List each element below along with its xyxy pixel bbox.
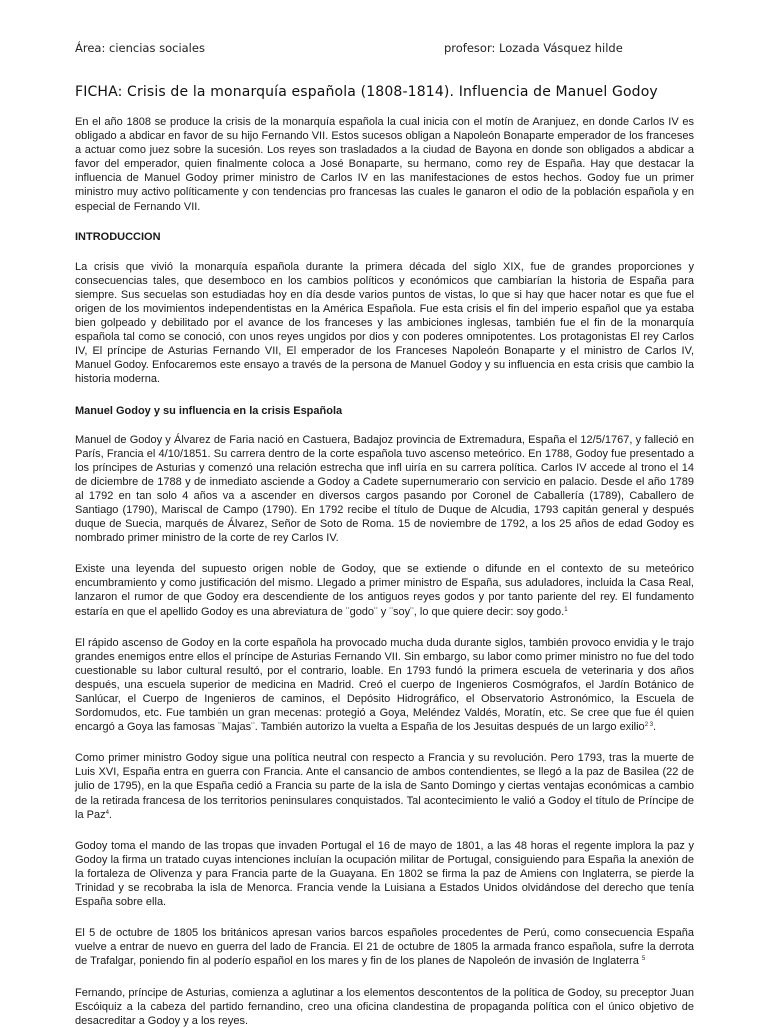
- document-title: FICHA: Crisis de la monarquía española (1808-1814). Influencia de Manuel Godoy: [75, 84, 658, 100]
- godoy-paragraph-3: El rápido ascenso de Godoy en la corte española ha provocado mucha duda durante siglos, también provoco envidia y le trajo grandes enemigos entre ellos el príncipe de Asturias Fernando VII. Sin embargo, su labor como primer ministro no fue del todo cuestionable su labor cultural resultó, por el contrario, loable. En 1793 fundó la primera escuela de veterinaria y dos años después, una escuela superior de medicina en Madrid. Creó el cuerpo de Ingenieros Cosmógrafos, el Jardín Botánico de Sanlúcar, el Cuerpo de Ingenieros de caminos, el Depósito Hidrográfico, el Observatorio Astronómico, la Escuela de Sordomudos, etc. Fue también un gran mecenas: protegió a Goya, Meléndez Valdés, Moratín, etc. Se cree que fue él quien encargó a Goya las famosas ¨Majas¨. También autorizo la vuelta a España de los Jesuitas después de un largo exilio$^{2 3}$.: [75, 636, 694, 734]
- footnote-ref-2-3: 2 3: [644, 722, 654, 729]
- godoy-section-heading: Manuel Godoy y su influencia en la crisis Española: [75, 404, 343, 417]
- godoy-paragraph-7: Fernando, príncipe de Asturias, comienza a aglutinar a los elementos descontentos de la política de Godoy, su preceptor Juan Escóiquiz a la cabeza del partido fernandino, creo una oficina clandestina de propaganda política con el único objetivo de desacreditar a Godoy y a los reyes.: [75, 986, 694, 1027]
- intro-paragraph: En el año 1808 se produce la crisis de la monarquía española la cual inicia con el motín de Aranjuez, en donde Carlos IV es obligado a abdicar en favor de su hijo Fernando VII. Estos sucesos obligan a Napoleón Bonaparte emperador de los franceses a actuar como juez sobre la sucesión. Los reyes son trasladados a la ciudad de Bayona en donde son obligados a abdicar a favor del emperador, quien finalmente coloca a José Bonaparte, su hermano, como rey de España. Hay que destacar la influencia de Manuel Godoy primer ministro de Carlos IV en las manifestaciones de estos hechos. Godoy fue un primer ministro muy activo políticamente y con tendencias pro francesas las cuales le ganaron el odio de la población española y en especial de Fernando VII.: [75, 116, 694, 213]
- godoy-paragraph-4-text: Como primer ministro Godoy sigue una política neutral con respecto a Francia y su revolución. Pero 1793, tras la muerte de Luis XVI, España entra en guerra con Francia. Ante el cansancio de ambos contendientes, se llegó a la paz de Basilea (22 de julio de 1795), en la que España cedió a Francia su parte de la isla de Santo Domingo y ciertas ventajas económicas a cambio de la retirada francesa de los territorios peninsulares conquistados. Tal acontecimiento le valió a Godoy el título de Príncipe de la Paz: [75, 752, 694, 821]
- godoy-paragraph-2: [75, 562, 694, 618]
- teacher-name: profesor: Lozada Vásquez hilde: [444, 41, 623, 55]
- introduccion-heading: INTRODUCCION: [75, 230, 161, 243]
- godoy-paragraph-5: Godoy toma el mando de las tropas que invaden Portugal el 16 de mayo de 1801, a las 48 horas el regente implora la paz y Godoy la firma un tratado cuyas intenciones incluían la ocupación militar de Portugal, consiguiendo para España la anexión de la fortaleza de Olivenza y para Francia parte de la Guayana. En 1802 se firma la paz de Amiens con Inglaterra, se pierde la Trinidad y se recobraba la isla de Menorca. Francia vende la Luisiana a Estados Unidos olvidándose del derecho que tenía España sobre ella.: [75, 839, 694, 909]
- document-body: [75, 115, 694, 1028]
- godoy-paragraph-3-text: El rápido ascenso de Godoy en la corte española ha provocado mucha duda durante siglos, también provoco envidia y le trajo grandes enemigos entre ellos el príncipe de Asturias Fernando VII. Sin embargo, su labor como primer ministro no fue del todo cuestionable su labor cultural resultó, por el contrario, loable. En 1793 fundó la primera escuela de veterinaria y dos años después, una escuela superior de medicina en Madrid. Creó el cuerpo de Ingenieros Cosmógrafos, el Jardín Botánico de Sanlúcar, el Cuerpo de Ingenieros de caminos, el Depósito Hidrográfico, el Observatorio Astronómico, la Escuela de Sordomudos, etc. Fue también un gran mecenas: protegió a Goya, Meléndez Valdés, Moratín, etc. Se cree que fue él quien encargó a Goya las famosas ¨Majas¨. También autorizo la vuelta a España de los Jesuitas después de un largo exilio: [75, 636, 694, 734]
- footnote-ref-1: 1: [564, 606, 568, 613]
- subject-area: Área: ciencias sociales: [75, 41, 205, 55]
- introduccion-paragraph: La crisis que vivió la monarquía española durante la primera década del siglo XIX, fue de grandes proporciones y consecuencias tales, que desemboco en los cambios políticos y económicos que cambiarían la historia de España para siempre. Sus secuelas son estudiadas hoy en día desde varios puntos de vistas, lo que si hay que hacer notar es que fue el origen de los movimientos independentistas en la América Española. Fue esta crisis el fin del imperio español que ya estaba bien golpeado y debilitado por el avance de los franceses y las ambiciones inglesas, también fue el fin de la monarquía española tal como se conoció, con unos reyes ungidos por dios y con poderes omnipotentes. Los protagonistas El rey Carlos IV, El príncipe de Asturias Fernando VII, El emperador de los Franceses Napoleón Bonaparte y el ministro de Carlos IV, Manuel Godoy. Enfocaremos este ensayo a través de la persona de Manuel Godoy y su influencia en esta crisis que cambio la historia moderna.: [75, 260, 694, 386]
- footnote-ref-4: 4: [105, 809, 109, 816]
- footnote-ref-5: 5: [641, 956, 646, 963]
- godoy-paragraph-2-text: Existe una leyenda del supuesto origen noble de Godoy, que se extiende o difunde en el contexto de su meteórico encumbramiento y como justificación del mismo. Llegado a primer ministro de España, sus aduladores, incluida la Casa Real, lanzaron el rumor de que Godoy era descendiente de los antiguos reyes godos y por tanto pariente del rey. El fundamento estaría en que el apellido Godoy es una abreviatura de ¨godo¨ y ¨soy¨, lo que quiere decir: soy godo.: [75, 563, 694, 618]
- godoy-paragraph-6-text: El 5 de octubre de 1805 los británicos apresan varios barcos españoles procedentes de Perú, como consecuencia España vuelve a entrar de nuevo en guerra del lado de Francia. El 21 de octubre de 1805 la armada franco española, sufre la derrota de Trafalgar, poniendo fin al poderío español en los mares y fin de los planes de Napoleón de invasión de Inglaterra: [75, 927, 694, 968]
- godoy-paragraph-1: Manuel de Godoy y Álvarez de Faria nació en Castuera, Badajoz provincia de Extremadura, España el 12/5/1767, y falleció en París, Francia el 4/10/1851. Su carrera dentro de la corte española tuvo ascenso meteórico. En 1788, Godoy fue presentado a los príncipes de Asturias y comenzó una relación estrecha que infl uiría en su carrera política. Carlos IV accede al trono el 14 de diciembre de 1788 y de inmediato asciende a Godoy a Cadete supernumerario con servicio en palacio. Desde el año 1789 al 1792 en tan solo 4 años va a ascender en diversos cargos pasando por Coronel de Caballería (1789), Caballero de Santiago (1790), Mariscal de Campo (1790). En 1792 recibe el título de Duque de Alcudia, 1793 capitán general y después duque de Suecia, marqués de Álvarez, Señor de Soto de Roma. 15 de noviembre de 1792, a los 25 años de edad Godoy es nombrado primer ministro de la corte de rey Carlos IV.: [75, 433, 694, 545]
- page-header: [75, 41, 693, 59]
- godoy-paragraph-4: Como primer ministro Godoy sigue una política neutral con respecto a Francia y su revolución. Pero 1793, tras la muerte de Luis XVI, España entra en guerra con Francia. Ante el cansancio de ambos contendientes, se llegó a la paz de Basilea (22 de julio de 1795), en la que España cedió a Francia su parte de la isla de Santo Domingo y ciertas ventajas económicas a cambio de la retirada francesa de los territorios peninsulares conquistados. Tal acontecimiento le valió a Godoy el título de Príncipe de la Paz$^4$.: [75, 752, 694, 821]
- godoy-paragraph-6: [75, 926, 694, 968]
